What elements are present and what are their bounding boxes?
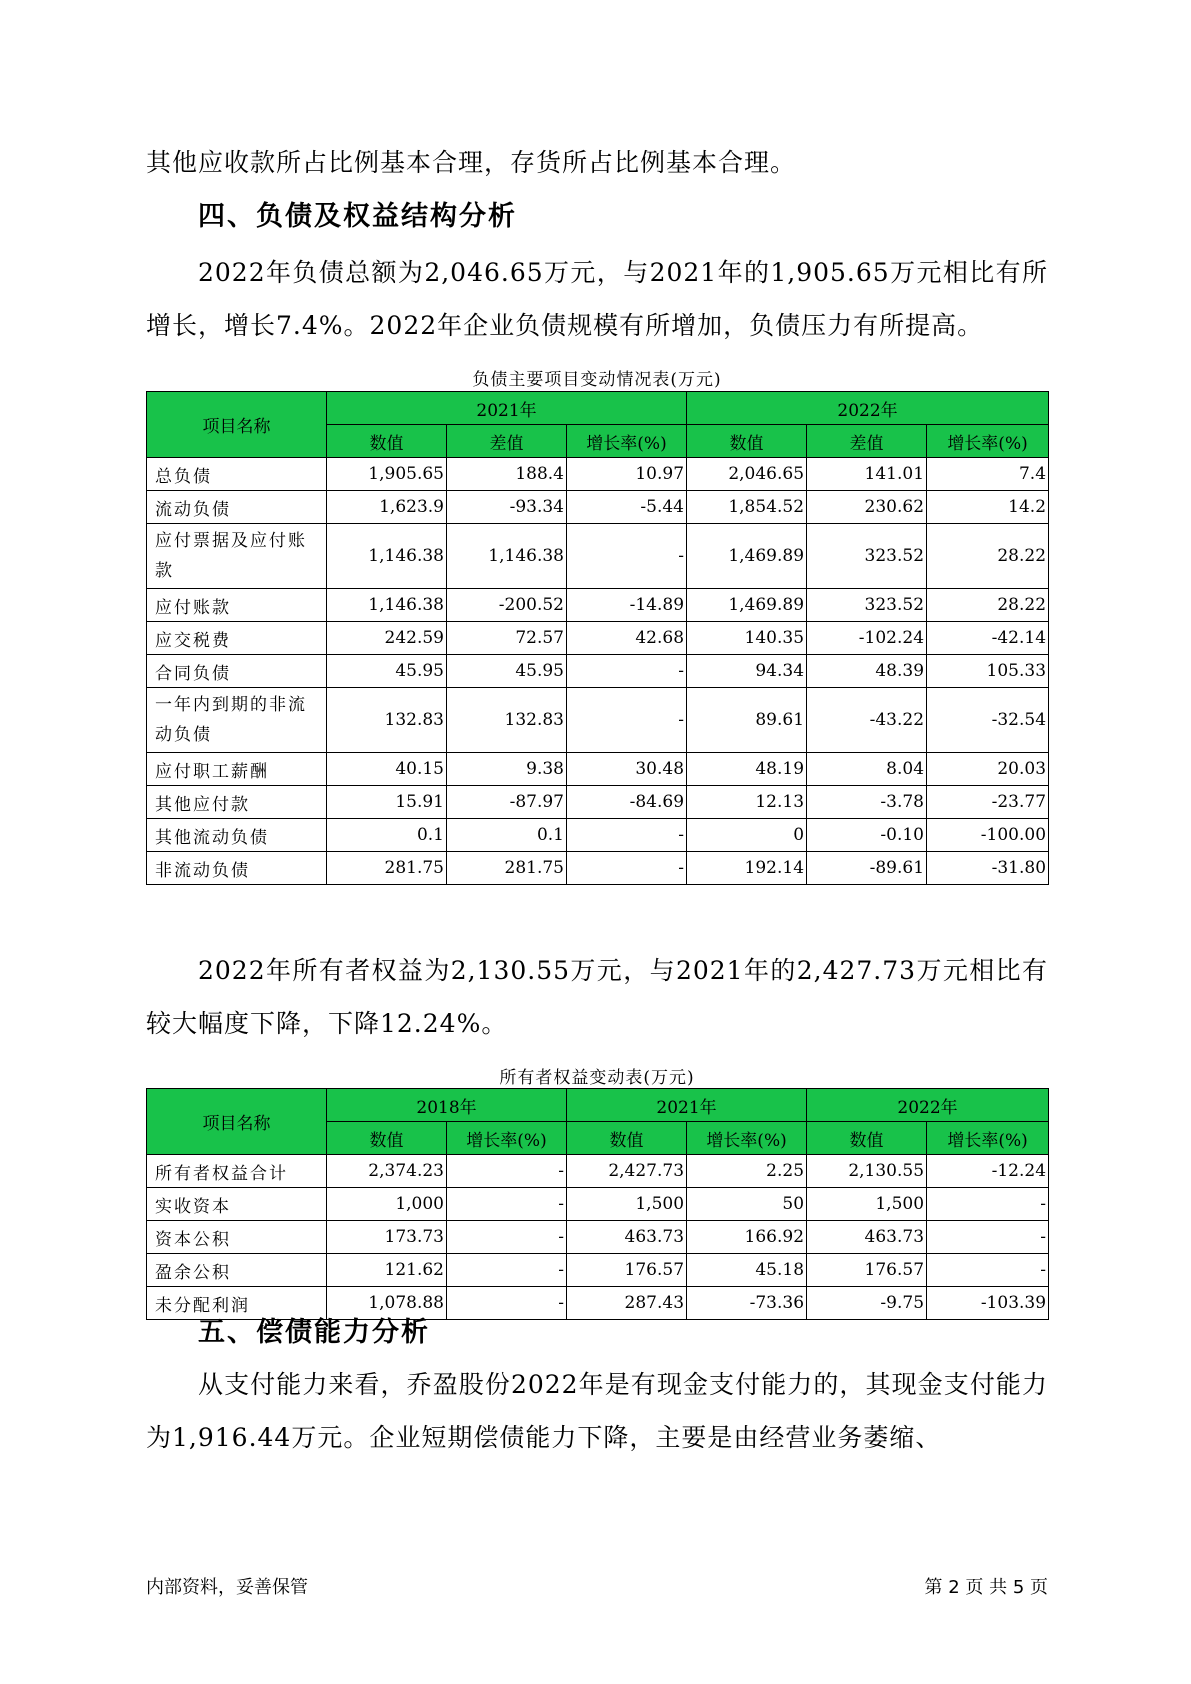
row-label: 一年内到期的非流动负债 <box>147 688 327 753</box>
cell-growth: 45.18 <box>687 1254 807 1287</box>
cell-value: 2,046.65 <box>687 458 807 491</box>
cell-growth: - <box>567 819 687 852</box>
table-row <box>147 852 1049 885</box>
col-growth-header: 增长率(%) <box>927 425 1049 458</box>
year-header-2021: 2021年 <box>567 1089 807 1122</box>
cell-value: 0.1 <box>327 819 447 852</box>
cell-value: 2,130.55 <box>807 1155 927 1188</box>
cell-growth: 30.48 <box>567 753 687 786</box>
cell-value: 132.83 <box>327 688 447 753</box>
cell-value: 173.73 <box>327 1221 447 1254</box>
row-label: 合同负债 <box>147 655 327 688</box>
liability-table-caption: 负债主要项目变动情况表(万元) <box>472 370 722 390</box>
cell-value: 121.62 <box>327 1254 447 1287</box>
paragraph-liabilities: 2022年负债总额为2,046.65万元，与2021年的1,905.65万元相比有所增长，增长7.4%。2022年企业负债规模有所增加，负债压力有所提高。 <box>146 258 1048 340</box>
cell-value: 1,905.65 <box>327 458 447 491</box>
cell-growth: - <box>927 1221 1049 1254</box>
cell-value: -9.75 <box>807 1287 927 1320</box>
cell-value: 463.73 <box>567 1221 687 1254</box>
cell-value: 45.95 <box>327 655 447 688</box>
cell-value: 2,427.73 <box>567 1155 687 1188</box>
cell-growth: 10.97 <box>567 458 687 491</box>
cell-growth: - <box>447 1188 567 1221</box>
cell-value: 48.19 <box>687 753 807 786</box>
item-name-header: 项目名称 <box>147 392 327 458</box>
table-row <box>147 1155 1049 1188</box>
footer-confidential: 内部资料，妥善保管 <box>146 1577 308 1598</box>
table-row <box>147 688 1049 753</box>
cell-growth: -100.00 <box>927 819 1049 852</box>
col-value-header: 数值 <box>327 1122 447 1155</box>
row-label: 未分配利润 <box>147 1287 327 1320</box>
cell-value: 40.15 <box>327 753 447 786</box>
equity-table <box>146 1088 1049 1320</box>
cell-value: 1,854.52 <box>687 491 807 524</box>
cell-diff: 281.75 <box>447 852 567 885</box>
cell-diff: -200.52 <box>447 589 567 622</box>
paragraph-receivables: 其他应收款所占比例基本合理，存货所占比例基本合理。 <box>146 148 797 177</box>
col-value-header: 数值 <box>567 1122 687 1155</box>
table-row <box>147 1221 1049 1254</box>
row-label: 流动负债 <box>147 491 327 524</box>
cell-growth: -103.39 <box>927 1287 1049 1320</box>
cell-diff: -87.97 <box>447 786 567 819</box>
cell-growth: - <box>927 1254 1049 1287</box>
cell-value: 0 <box>687 819 807 852</box>
cell-diff: -102.24 <box>807 622 927 655</box>
year-header-2022: 2022年 <box>687 392 1049 425</box>
cell-diff: 141.01 <box>807 458 927 491</box>
cell-diff: 72.57 <box>447 622 567 655</box>
table-row <box>147 655 1049 688</box>
cell-diff: -89.61 <box>807 852 927 885</box>
table-row <box>147 753 1049 786</box>
cell-value: 15.91 <box>327 786 447 819</box>
cell-growth: 14.2 <box>927 491 1049 524</box>
cell-value: 176.57 <box>807 1254 927 1287</box>
cell-growth: 7.4 <box>927 458 1049 491</box>
col-growth-header: 增长率(%) <box>927 1122 1049 1155</box>
cell-growth: -84.69 <box>567 786 687 819</box>
table-row <box>147 589 1049 622</box>
table-row <box>147 1254 1049 1287</box>
section-heading-5: 五、偿债能力分析 <box>198 1317 430 1348</box>
cell-diff: -43.22 <box>807 688 927 753</box>
cell-value: 463.73 <box>807 1221 927 1254</box>
cell-growth: -31.80 <box>927 852 1049 885</box>
cell-growth: - <box>567 688 687 753</box>
col-value-header: 数值 <box>327 425 447 458</box>
cell-growth: 2.25 <box>687 1155 807 1188</box>
cell-growth: -5.44 <box>567 491 687 524</box>
item-name-header: 项目名称 <box>147 1089 327 1155</box>
row-label: 盈余公积 <box>147 1254 327 1287</box>
cell-value: 192.14 <box>687 852 807 885</box>
cell-diff: 48.39 <box>807 655 927 688</box>
row-label: 实收资本 <box>147 1188 327 1221</box>
year-header-2022: 2022年 <box>807 1089 1049 1122</box>
row-label: 应付票据及应付账款 <box>147 524 327 589</box>
cell-diff: 0.1 <box>447 819 567 852</box>
table-row <box>147 458 1049 491</box>
cell-growth: 42.68 <box>567 622 687 655</box>
liability-table <box>146 391 1049 885</box>
table-row <box>147 819 1049 852</box>
cell-value: 1,146.38 <box>327 524 447 589</box>
year-header-2018: 2018年 <box>327 1089 567 1122</box>
row-label: 应交税费 <box>147 622 327 655</box>
paragraph-equity: 2022年所有者权益为2,130.55万元，与2021年的2,427.73万元相比有较大幅度下降，下降12.24%。 <box>146 956 1048 1038</box>
cell-diff: 1,146.38 <box>447 524 567 589</box>
cell-growth: 28.22 <box>927 589 1049 622</box>
cell-growth: -23.77 <box>927 786 1049 819</box>
cell-growth: - <box>567 655 687 688</box>
cell-growth: -14.89 <box>567 589 687 622</box>
cell-value: 1,146.38 <box>327 589 447 622</box>
cell-diff: 45.95 <box>447 655 567 688</box>
cell-value: 94.34 <box>687 655 807 688</box>
cell-diff: 132.83 <box>447 688 567 753</box>
cell-value: 2,374.23 <box>327 1155 447 1188</box>
row-label: 非流动负债 <box>147 852 327 885</box>
cell-growth: - <box>567 852 687 885</box>
col-growth-header: 增长率(%) <box>447 1122 567 1155</box>
cell-diff: 8.04 <box>807 753 927 786</box>
table-row <box>147 622 1049 655</box>
row-label: 应付账款 <box>147 589 327 622</box>
row-label: 其他流动负债 <box>147 819 327 852</box>
cell-growth: -12.24 <box>927 1155 1049 1188</box>
table-row <box>147 524 1049 589</box>
cell-value: 242.59 <box>327 622 447 655</box>
row-label: 总负债 <box>147 458 327 491</box>
cell-value: 89.61 <box>687 688 807 753</box>
row-label: 资本公积 <box>147 1221 327 1254</box>
cell-value: 12.13 <box>687 786 807 819</box>
cell-diff: 9.38 <box>447 753 567 786</box>
col-diff-header: 差值 <box>447 425 567 458</box>
cell-growth: -42.14 <box>927 622 1049 655</box>
cell-value: 1,469.89 <box>687 524 807 589</box>
table-row <box>147 1188 1049 1221</box>
footer-page-number: 第 2 页 共 5 页 <box>924 1577 1048 1598</box>
equity-table-caption: 所有者权益变动表(万元) <box>499 1068 695 1088</box>
cell-diff: 230.62 <box>807 491 927 524</box>
col-growth-header: 增长率(%) <box>687 1122 807 1155</box>
cell-growth: -73.36 <box>687 1287 807 1320</box>
cell-value: 1,500 <box>567 1188 687 1221</box>
cell-growth: 105.33 <box>927 655 1049 688</box>
cell-growth: 166.92 <box>687 1221 807 1254</box>
cell-diff: -93.34 <box>447 491 567 524</box>
cell-value: 281.75 <box>327 852 447 885</box>
cell-diff: 188.4 <box>447 458 567 491</box>
cell-growth: 20.03 <box>927 753 1049 786</box>
cell-growth: 28.22 <box>927 524 1049 589</box>
cell-growth: 50 <box>687 1188 807 1221</box>
table-row <box>147 491 1049 524</box>
cell-growth: - <box>447 1155 567 1188</box>
cell-growth: - <box>927 1188 1049 1221</box>
year-header-2021: 2021年 <box>327 392 687 425</box>
col-growth-header: 增长率(%) <box>567 425 687 458</box>
cell-value: 1,469.89 <box>687 589 807 622</box>
cell-diff: 323.52 <box>807 524 927 589</box>
cell-diff: -0.10 <box>807 819 927 852</box>
section-heading-4: 四、负债及权益结构分析 <box>198 201 517 232</box>
cell-value: 140.35 <box>687 622 807 655</box>
row-label: 应付职工薪酬 <box>147 753 327 786</box>
col-diff-header: 差值 <box>807 425 927 458</box>
cell-value: 1,500 <box>807 1188 927 1221</box>
cell-diff: 323.52 <box>807 589 927 622</box>
table-row <box>147 786 1049 819</box>
cell-value: 1,000 <box>327 1188 447 1221</box>
cell-growth: - <box>567 524 687 589</box>
col-value-header: 数值 <box>807 1122 927 1155</box>
cell-growth: - <box>447 1221 567 1254</box>
col-value-header: 数值 <box>687 425 807 458</box>
cell-growth: -32.54 <box>927 688 1049 753</box>
cell-value: 1,623.9 <box>327 491 447 524</box>
paragraph-solvency: 从支付能力来看，乔盈股份2022年是有现金支付能力的，其现金支付能力为1,916.44万元。企业短期偿债能力下降，主要是由经营业务萎缩、 <box>146 1370 1048 1452</box>
cell-value: 1,078.88 <box>327 1287 447 1320</box>
cell-value: 287.43 <box>567 1287 687 1320</box>
row-label: 所有者权益合计 <box>147 1155 327 1188</box>
cell-growth: - <box>447 1254 567 1287</box>
cell-diff: -3.78 <box>807 786 927 819</box>
cell-value: 176.57 <box>567 1254 687 1287</box>
row-label: 其他应付款 <box>147 786 327 819</box>
cell-growth: - <box>447 1287 567 1320</box>
